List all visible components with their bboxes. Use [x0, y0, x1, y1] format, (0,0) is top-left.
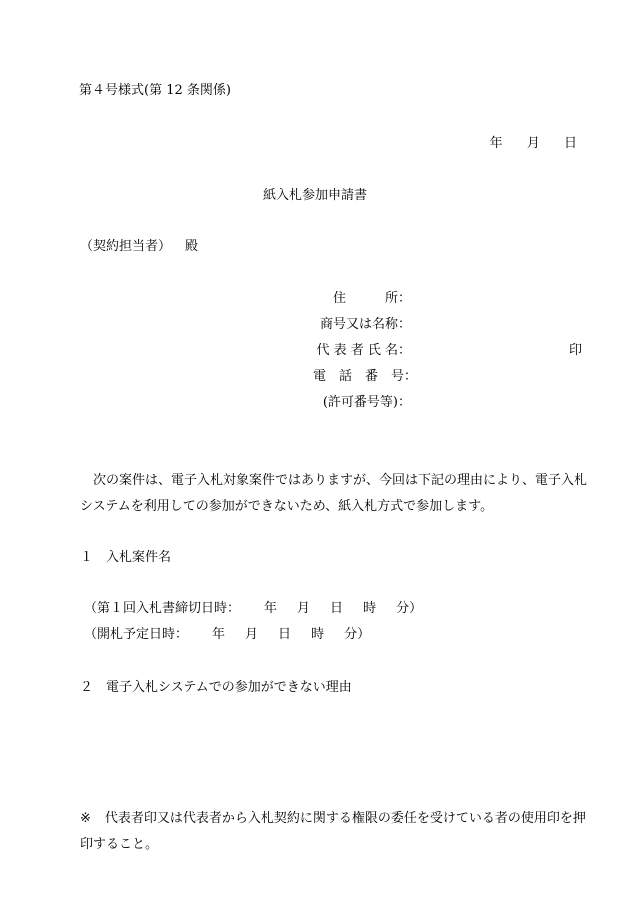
addressee: [80, 240, 198, 253]
date-year: 年: [489, 136, 503, 151]
body-paragraph: 次の案件は、電子入札対象案件ではありますが、今回は下記の理由により、電子入札システムを利用しての参加ができないため、紙入札方式で参加します。: [80, 473, 588, 514]
date-month: 月: [526, 136, 540, 151]
date-line: [470, 137, 577, 150]
bid-deadline-year: 年: [264, 601, 278, 616]
permit-label: (許可番号等)：: [322, 395, 411, 410]
opening-year: 年: [212, 627, 226, 642]
address-label: 住 所：: [332, 291, 411, 306]
opening-day: 日: [278, 627, 292, 642]
phone-label: 電 話 番 号：: [313, 369, 418, 384]
bid-deadline-day: 日: [330, 601, 344, 616]
date-day: 日: [563, 136, 577, 151]
form-number: 第４号様式(第 12 条関係): [79, 83, 231, 98]
opening-month: 月: [245, 627, 259, 642]
section2-heading: ２ 電子入札システムでの参加ができない理由: [80, 680, 352, 695]
opening-line: [84, 628, 370, 641]
note-text: 代表者印又は代表者から入札契約に関する権限の委任を受けている者の使用印を押印すること。: [80, 811, 586, 852]
note: [80, 806, 587, 858]
bid-deadline-hour: 時: [363, 601, 377, 616]
addressee-honorific: 殿: [185, 239, 199, 254]
note-mark: ※: [80, 811, 91, 826]
opening-hour: 時: [311, 627, 325, 642]
bid-deadline-minute: 分）: [396, 601, 423, 616]
bid-deadline-line: [84, 602, 422, 615]
representative-label: 代 表 者 氏 名：: [316, 343, 411, 358]
company-name-label: 商号又は名称：: [319, 317, 411, 332]
section1-heading: １ 入札案件名: [80, 550, 172, 565]
opening-minute: 分）: [344, 627, 371, 642]
opening-label: （開札予定日時：: [84, 627, 189, 642]
addressee-name: （契約担当者）: [80, 239, 172, 254]
bid-deadline-label: （第１回入札書締切日時：: [84, 601, 241, 616]
bid-deadline-month: 月: [297, 601, 311, 616]
seal-mark: 印: [569, 343, 583, 358]
document-title: 紙入札参加申請書: [262, 188, 367, 203]
